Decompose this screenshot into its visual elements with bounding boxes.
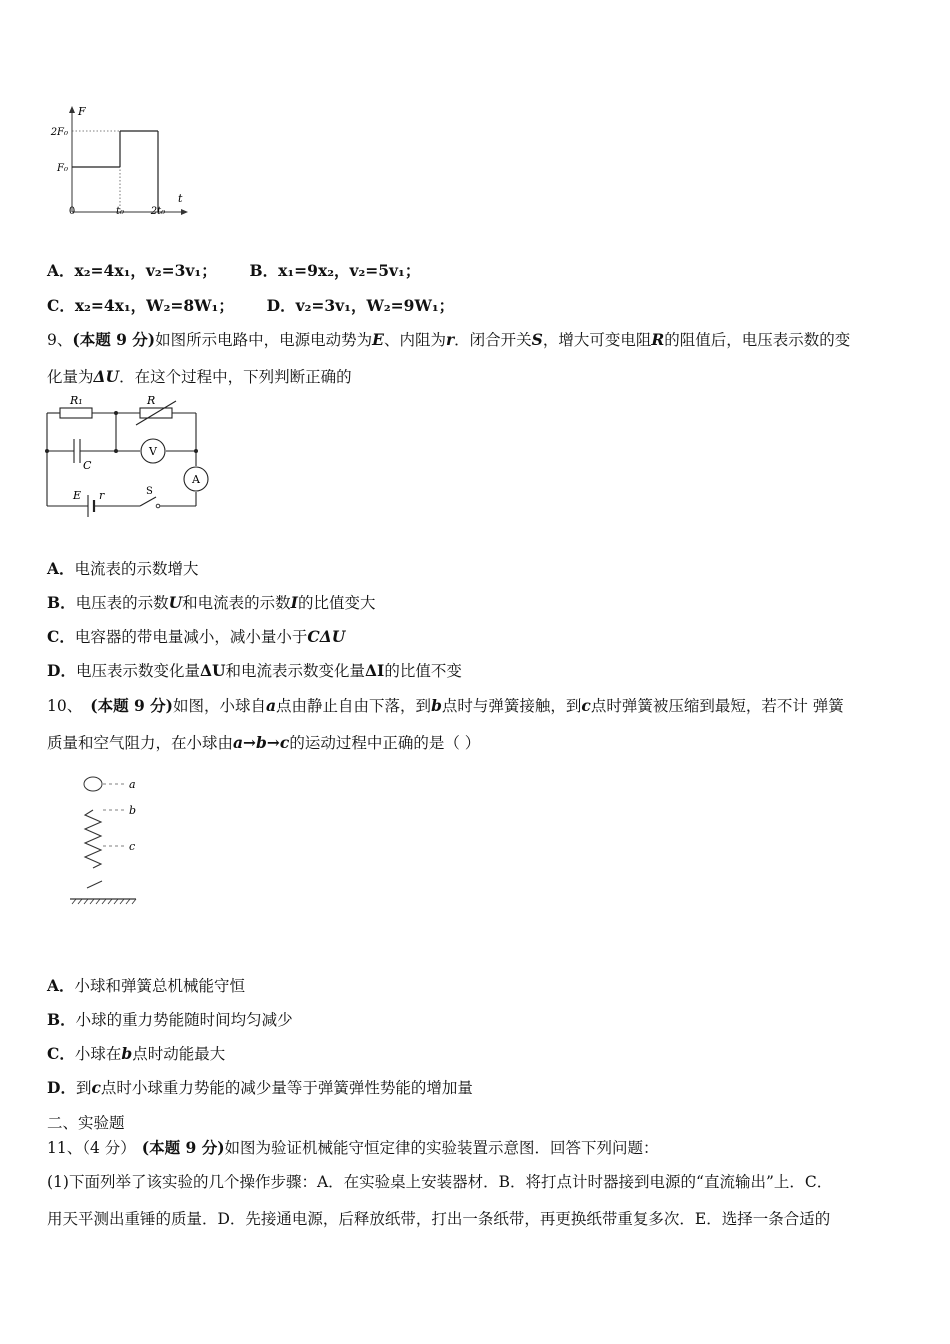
q9-stem-line1 <box>47 330 850 350</box>
q10-text: 点时弹簧被压缩到最短，若不计 弹簧 <box>590 697 844 715</box>
q10-option-a <box>47 976 245 996</box>
q9-text: 、内阻为 <box>383 331 446 349</box>
label-C: C <box>83 459 92 472</box>
option-var: CΔU <box>307 627 346 646</box>
option-letter: B． <box>47 593 76 612</box>
q9-option-c <box>47 627 345 647</box>
option-text: 电流表的示数增大 <box>74 560 199 578</box>
q9-text: ．闭合开关 <box>454 331 532 349</box>
q8-option-a-text: x₂=4x₁，v₂=3v₁； <box>74 261 217 280</box>
q11-tag: (本题 9 分) <box>141 1138 225 1157</box>
option-letter: C． <box>47 1044 75 1063</box>
option-text: 电压表的示数 <box>75 594 169 612</box>
q8-option-b-text: x₁=9x₂，v₂=5v₁； <box>278 261 421 280</box>
option-letter: A． <box>47 559 75 578</box>
q8-option-c-letter: C． <box>47 296 75 315</box>
q8-option-d-text: v₂=3v₁，W₂=9W₁； <box>295 296 455 315</box>
q9-stem-line2 <box>47 367 352 387</box>
option-text: 小球在 <box>74 1045 122 1063</box>
option-text: 的比值不变 <box>384 662 462 680</box>
option-var: c <box>91 1078 101 1097</box>
option-text: 和电流表的示数 <box>182 594 291 612</box>
q10-stem-line2 <box>47 733 480 753</box>
option-text: 小球和弹簧总机械能守恒 <box>74 977 246 995</box>
ball-spring-figure <box>68 768 158 908</box>
option-text: 电压表示数变化量 <box>75 662 200 680</box>
option-text: 到 <box>75 1079 92 1097</box>
q11-part1-line1: (1)下面列举了该实验的几个操作步骤：A．在实验桌上安装器材．B．将打点计时器接到电源的“直流输出”上．C． <box>47 1173 833 1191</box>
q9-number: 9、 <box>47 331 73 349</box>
section-title: 二、实验题 <box>47 1114 125 1132</box>
q10-var-c: c <box>581 696 591 715</box>
graph-y-label: F <box>78 105 86 118</box>
circuit-diagram <box>40 393 215 528</box>
graph-x-tick-2t0: 2t₀ <box>150 206 166 217</box>
q10-tag: (本题 9 分) <box>90 696 173 715</box>
label-E: E <box>73 489 82 502</box>
q9-var-r: r <box>445 330 455 349</box>
q9-tag: (本题 9 分) <box>72 330 156 349</box>
option-var: ΔI <box>365 661 385 680</box>
option-var: U <box>168 593 183 612</box>
q10-text: 质量和空气阻力，在小球由 <box>47 734 234 752</box>
q9-text: 化量为 <box>47 368 94 386</box>
option-var: I <box>290 593 298 612</box>
q9-text: ．在这个过程中，下列判断正确的 <box>119 368 352 386</box>
label-S: S <box>146 486 153 497</box>
option-var: b <box>121 1044 133 1063</box>
q8-options-line2 <box>47 296 454 316</box>
q10-var-b: b <box>431 696 442 715</box>
label-R: R <box>147 394 156 407</box>
q10-stem-line1 <box>47 696 844 716</box>
q9-text: 的阻值后，电压表示数的变 <box>664 331 851 349</box>
q9-var-S: S <box>531 330 543 349</box>
q10-option-b <box>47 1010 293 1030</box>
label-A: A <box>192 473 200 486</box>
q10-text: 点时与弹簧接触，到 <box>441 697 582 715</box>
q9-var-dU: ΔU <box>93 367 120 386</box>
q11-number: 11、 <box>47 1139 83 1157</box>
q8-option-d-letter: D． <box>266 296 296 315</box>
option-text: 点时小球重力势能的减少量等于弹簧弹性势能的增加量 <box>100 1079 473 1097</box>
q11-stem <box>47 1138 659 1158</box>
q9-text: 如图所示电路中，电源电动势为 <box>155 331 373 349</box>
q10-var-a: a <box>266 696 277 715</box>
q11-stem-text: 如图为验证机械能守恒定律的实验装置示意图．回答下列问题： <box>224 1139 659 1157</box>
label-R1: R₁ <box>70 394 83 407</box>
fig-label-c: c <box>129 840 136 853</box>
q10-option-d <box>47 1078 473 1098</box>
q11-part1-line2: 用天平测出重锤的质量．D．先接通电源，后释放纸带，打出一条纸带，再更换纸带重复多次．E．选择一条合适的 <box>47 1210 831 1228</box>
q9-text: ，增大可变电阻 <box>542 331 652 349</box>
q10-number: 10、 <box>47 697 83 715</box>
option-text: 小球的重力势能随时间均匀减少 <box>75 1011 293 1029</box>
q8-option-b-letter: B． <box>249 261 279 280</box>
q10-text: 如图，小球自 <box>172 697 266 715</box>
option-text: 电容器的带电量减小，减小量小于 <box>74 628 308 646</box>
graph-x-tick-t0: t₀ <box>115 206 125 217</box>
q8-option-c-text: x₂=4x₁，W₂=8W₁； <box>74 296 234 315</box>
q10-path: a→b→c <box>233 733 290 752</box>
graph-y-tick-2F0: 2F₀ <box>50 127 68 138</box>
graph-y-tick-F0: F₀ <box>57 163 68 174</box>
resistor-r1 <box>60 408 92 418</box>
q9-option-d <box>47 661 462 681</box>
option-letter: B． <box>47 1010 76 1029</box>
q9-option-a <box>47 559 199 579</box>
option-letter: D． <box>47 1078 76 1097</box>
ball <box>84 777 102 791</box>
q10-text: 点由静止自由下落，到 <box>276 697 432 715</box>
q10-text: 的运动过程中正确的是（ ） <box>289 734 481 752</box>
spring <box>85 810 101 868</box>
q8-option-a-letter: A． <box>47 261 75 280</box>
option-letter: D． <box>47 661 76 680</box>
option-text: 和电流表示数变化量 <box>225 662 366 680</box>
label-V: V <box>149 445 157 458</box>
option-letter: C． <box>47 627 75 646</box>
q9-var-R: R <box>651 330 665 349</box>
graph-x-tick-0: 0 <box>68 206 76 217</box>
q10-option-c <box>47 1044 225 1064</box>
q9-option-b <box>47 593 375 613</box>
q8-options-line1 <box>47 261 420 281</box>
q9-var-E: E <box>372 330 384 349</box>
force-time-graph <box>48 100 198 222</box>
q11-score: （4 分） <box>82 1139 136 1157</box>
switch-blade <box>140 497 156 506</box>
fig-label-b: b <box>129 804 137 817</box>
option-var: ΔU <box>199 661 226 680</box>
label-r: r <box>99 489 105 502</box>
fig-label-a: a <box>129 778 136 791</box>
option-letter: A． <box>47 976 75 995</box>
option-text: 的比值变大 <box>297 594 376 612</box>
graph-x-label: t <box>178 192 183 205</box>
option-text: 点时动能最大 <box>132 1045 226 1063</box>
